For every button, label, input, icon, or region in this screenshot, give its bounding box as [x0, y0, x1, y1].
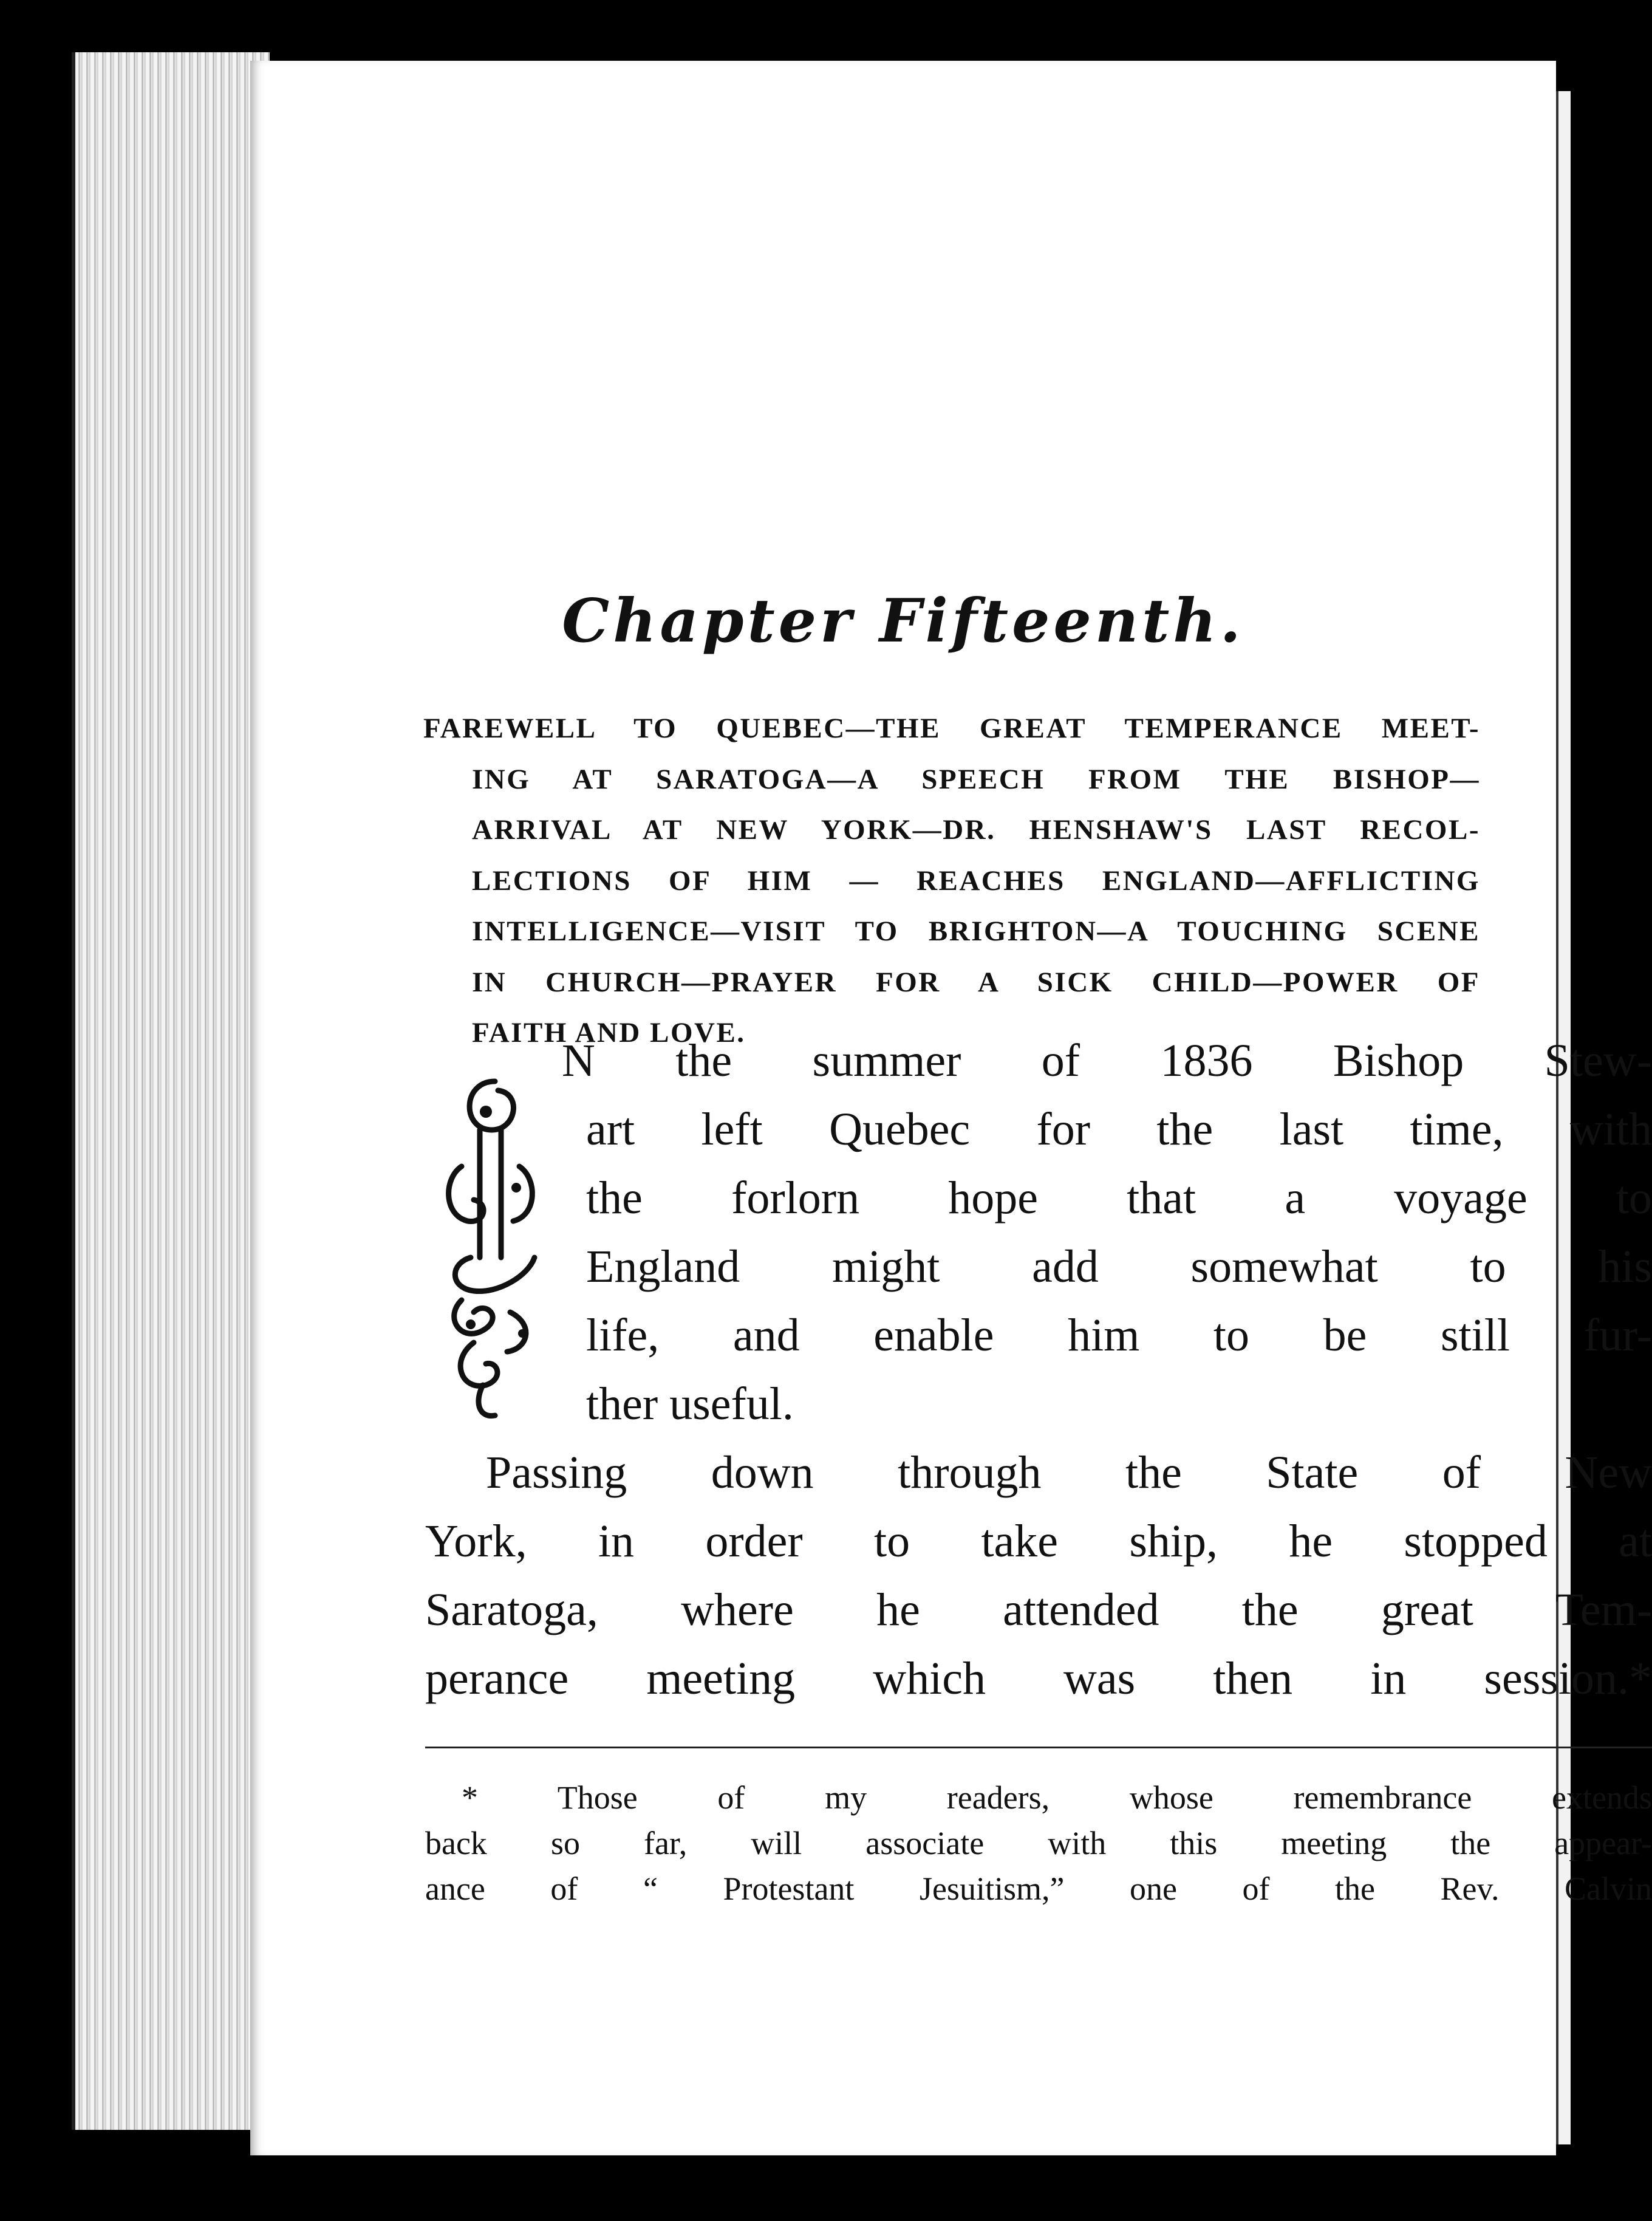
paragraph-line: York, in order to take ship, he stopped at	[425, 1516, 1652, 1567]
chapter-title: Chapter Fifteenth.	[562, 586, 1244, 656]
paragraph-line: life, and enable him to be still fur-	[586, 1310, 1652, 1361]
footnote-line: * Those of my readers, whose remembrance extends	[462, 1779, 1652, 1816]
synopsis-line: FAREWELL TO QUEBEC—THE GREAT TEMPERANCE MEET-	[423, 713, 1480, 744]
synopsis-line: INTELLIGENCE—VISIT TO BRIGHTON—A TOUCHING SCENE	[472, 915, 1480, 947]
footnote	[425, 1775, 1652, 1912]
synopsis-line: FAITH AND LOVE.	[472, 1017, 746, 1049]
decorative-dropcap-icon	[437, 1057, 544, 1422]
paragraph-line: Passing down through the State of New	[486, 1447, 1652, 1498]
footnote-line: ance of “ Protestant Jesuitism,” one of the Rev. Calvin	[425, 1870, 1652, 1907]
footnote-line: back so far, will associate with this meeting the appear-	[425, 1825, 1652, 1861]
book-page-edges	[72, 52, 270, 2130]
paragraph-line: art left Quebec for the last time, with	[586, 1104, 1652, 1155]
paragraph-line: England might add somewhat to his	[586, 1241, 1652, 1292]
chapter-synopsis	[423, 703, 1480, 1059]
paragraph-2	[425, 1439, 1652, 1713]
synopsis-line: ARRIVAL AT NEW YORK—DR. HENSHAW'S LAST RECOL-	[472, 814, 1480, 846]
paragraph-line: N the summer of 1836 Bishop Stew-	[562, 1035, 1652, 1086]
book-page	[250, 61, 1652, 2155]
paragraph-1-first-line	[562, 1027, 1652, 1095]
paragraph-line: perance meeting which was then in session.*	[425, 1653, 1652, 1704]
paragraph-line: ther useful.	[586, 1378, 794, 1429]
footnote-divider	[425, 1747, 1652, 1748]
synopsis-line: ING AT SARATOGA—A SPEECH FROM THE BISHOP—	[472, 763, 1480, 795]
paragraph-line: Saratoga, where he attended the great Tem-	[425, 1584, 1652, 1635]
synopsis-line: LECTIONS OF HIM — REACHES ENGLAND—AFFLICTING	[472, 864, 1480, 897]
paragraph-line: the forlorn hope that a voyage to	[586, 1172, 1652, 1223]
paragraph-1-body	[586, 1095, 1652, 1439]
synopsis-line: IN CHURCH—PRAYER FOR A SICK CHILD—POWER OF	[472, 966, 1480, 998]
